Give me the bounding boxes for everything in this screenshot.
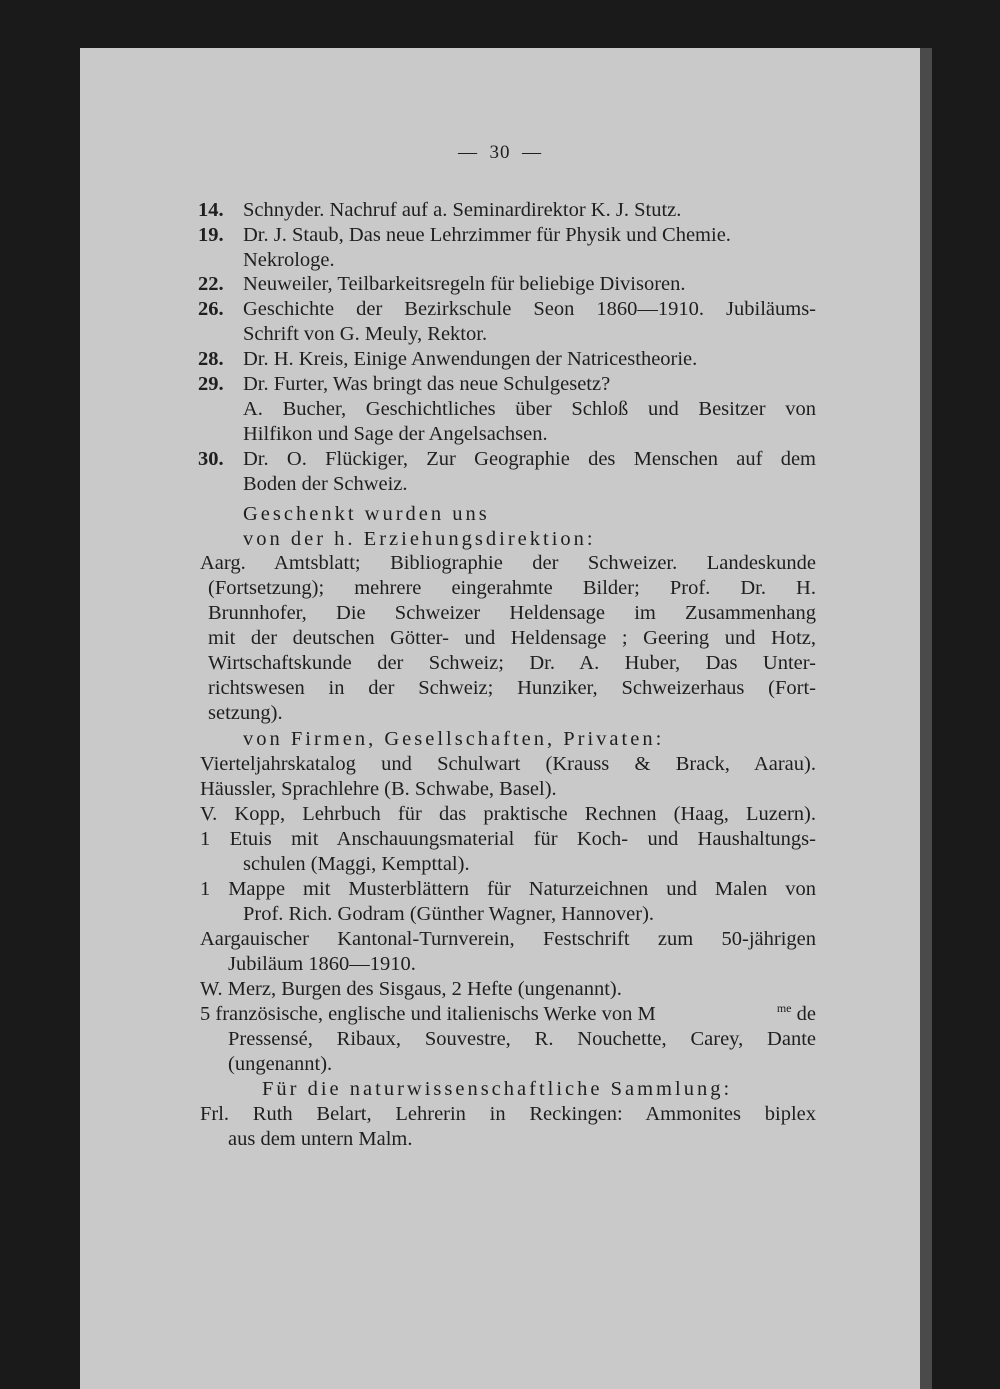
text-line: aus dem untern Malm. [228,1128,413,1150]
text-line: Pressensé, Ribaux, Souvestre, R. Nouchette, Carey, Dante [228,1028,816,1050]
entry-number: 28. [198,348,224,370]
entry-number: 29. [198,373,224,395]
text-line: Jubiläum 1860—1910. [228,953,416,975]
text-line: mit der deutschen Götter- und Heldensage ; Geering und Hotz, [208,627,816,649]
subheading: Für die naturwissenschaftliche Sammlung: [262,1078,733,1100]
entry-number: 22. [198,273,224,295]
text-line-main: 5 französische, englische und italienischs Werke von M [200,1003,656,1025]
text-line: setzung). [208,702,283,724]
text-line: Dr. J. Staub, Das neue Lehrzimmer für Physik und Chemie. [243,224,731,246]
text-line [200,1001,816,1025]
entry-number: 30. [198,448,224,470]
page-number-value: 30 [489,142,511,163]
page-number: — 30 — [458,142,542,163]
text-line: Dr. Furter, Was bringt das neue Schulgesetz? [243,373,611,395]
text-line: richtswesen in der Schweiz; Hunziker, Schweizerhaus (Fort- [208,677,816,699]
text-line: schulen (Maggi, Kempttal). [243,853,470,875]
entry-number: 14. [198,199,224,221]
text-line: Aargauischer Kantonal-Turnverein, Festschrift zum 50-jährigen [200,928,816,950]
section-heading: Geschenkt wurden uns [243,503,490,525]
text-line: Prof. Rich. Godram (Günther Wagner, Hannover). [243,903,655,925]
text-line: Hilfikon und Sage der Angelsachsen. [243,423,548,445]
subheading: von Firmen, Gesellschaften, Privaten: [243,728,665,750]
text-line: 1 Mappe mit Musterblättern für Naturzeichnen und Malen von [200,878,816,900]
text-line: Vierteljahrskatalog und Schulwart (Krauss & Brack, Aarau). [200,753,816,775]
text-line-end [776,1001,816,1025]
text-line: Wirtschaftskunde der Schweiz; Dr. A. Huber, Das Unter- [208,652,816,674]
text-line: Aarg. Amtsblatt; Bibliographie der Schweizer. Landeskunde [200,552,816,574]
text-line: Frl. Ruth Belart, Lehrerin in Reckingen: Ammonites biplex [200,1103,816,1125]
text-line: (ungenannt). [228,1053,333,1075]
text-line: Nekrologe. [243,249,335,271]
superscript: me [776,1001,792,1016]
text-line: Neuweiler, Teilbarkeitsregeln für beliebige Divisoren. [243,273,686,295]
text-line: V. Kopp, Lehrbuch für das praktische Rechnen (Haag, Luzern). [200,803,816,825]
entry-number: 19. [198,224,224,246]
text-line: Häussler, Sprachlehre (B. Schwabe, Basel). [200,778,557,800]
text-line: Dr. O. Flückiger, Zur Geographie des Menschen auf dem [243,448,816,470]
text-line: Boden der Schweiz. [243,473,408,495]
subheading: von der h. Erziehungsdirektion: [243,528,596,550]
text-line: Brunnhofer, Die Schweizer Heldensage im Zusammenhang [208,602,816,624]
text-line: W. Merz, Burgen des Sisgaus, 2 Hefte (ungenannt). [200,978,622,1000]
text-line: A. Bucher, Geschichtliches über Schloß und Besitzer von [243,398,816,420]
text-line: Geschichte der Bezirkschule Seon 1860—1910. Jubiläums- [243,298,816,320]
text-line: Schrift von G. Meuly, Rektor. [243,323,488,345]
text-line: 1 Etuis mit Anschauungsmaterial für Koch- und Haushaltungs- [200,828,816,850]
text-line: Dr. H. Kreis, Einige Anwendungen der Natricestheorie. [243,348,698,370]
text-line: (Fortsetzung); mehrere eingerahmte Bilder; Prof. Dr. H. [208,577,816,599]
text-line: Schnyder. Nachruf auf a. Seminardirektor K. J. Stutz. [243,199,682,221]
entry-number: 26. [198,298,224,320]
text-line-tail: de [791,1003,816,1025]
